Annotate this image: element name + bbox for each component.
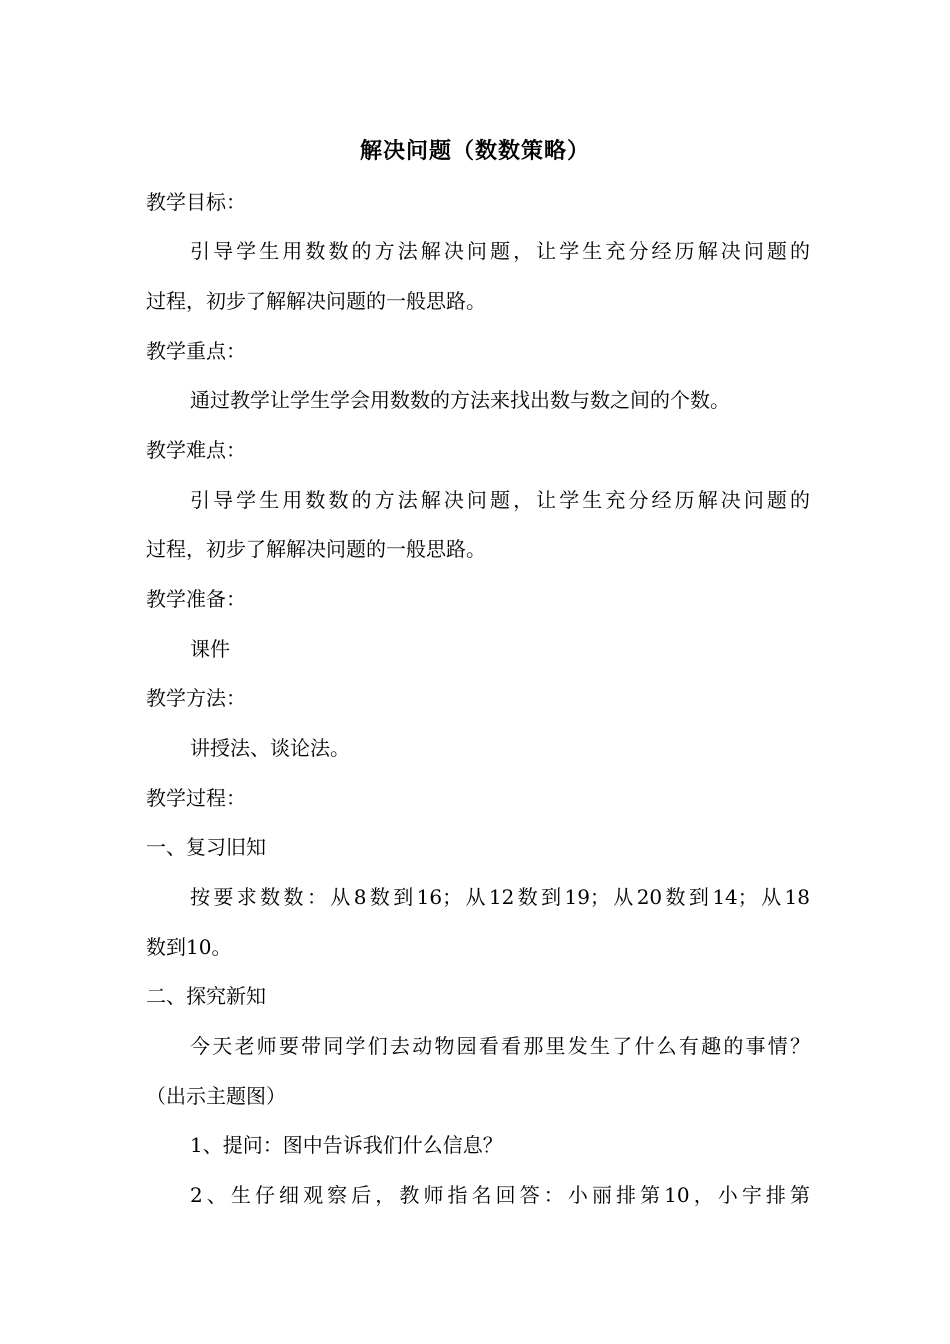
paragraph-line: 过程，初步了解解决问题的一般思路。	[146, 289, 486, 313]
section-heading-review: 一、复习旧知	[146, 835, 266, 859]
heading-key-points: 教学重点：	[146, 339, 246, 363]
document-title: 解决问题（数数策略）	[359, 139, 590, 164]
heading-preparation: 教学准备：	[146, 587, 246, 611]
paragraph-line: （出示主题图）	[146, 1084, 286, 1108]
heading-teaching-goals: 教学目标：	[146, 190, 246, 214]
heading-difficulties: 教学难点：	[146, 438, 246, 462]
paragraph-line: 按要求数数：从8数到16；从12数到19；从20数到14；从18	[190, 885, 810, 909]
paragraph-line: 引导学生用数数的方法解决问题，让学生充分经历解决问题的	[190, 488, 810, 512]
paragraph-line: 过程，初步了解解决问题的一般思路。	[146, 537, 486, 561]
paragraph-line: 今天老师要带同学们去动物园看看那里发生了什么有趣的事情？	[190, 1034, 810, 1058]
section-heading-explore: 二、探究新知	[146, 984, 266, 1008]
paragraph-line: 课件	[190, 637, 230, 661]
paragraph-line: 1、提问：图中告诉我们什么信息？	[190, 1133, 503, 1157]
paragraph-line: 2、生仔细观察后，教师指名回答：小丽排第10，小宇排第	[190, 1183, 810, 1207]
heading-process: 教学过程：	[146, 786, 246, 810]
paragraph-line: 通过教学让学生学会用数数的方法来找出数与数之间的个数。	[190, 388, 730, 412]
paragraph-line: 数到10。	[146, 935, 232, 959]
paragraph-line: 讲授法、谈论法。	[190, 736, 350, 760]
heading-methods: 教学方法：	[146, 686, 246, 710]
paragraph-line: 引导学生用数数的方法解决问题，让学生充分经历解决问题的	[190, 239, 810, 263]
